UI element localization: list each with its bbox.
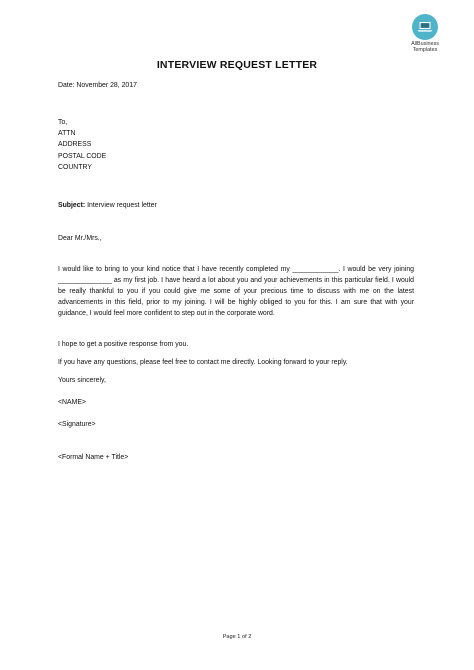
sender-name: <NAME> bbox=[58, 399, 86, 406]
brand-logo bbox=[396, 14, 454, 58]
subject-text: Interview request letter bbox=[85, 202, 157, 209]
body-paragraph-2: I hope to get a positive response from you. bbox=[58, 341, 189, 348]
address-line: COUNTRY bbox=[58, 163, 92, 171]
formal-name-title: <Formal Name + Title> bbox=[58, 454, 129, 461]
brand-name-line1: AllBusiness bbox=[411, 41, 439, 47]
brand-name-line2: Templates bbox=[412, 47, 438, 53]
address-line: ADDRESS bbox=[58, 141, 92, 149]
salutation: Dear Mr./Mrs., bbox=[58, 235, 102, 242]
body-paragraph-1: I would like to bring to your kind notice that I have recently completed my ____________. I would be very joining ______________ as my first job. I have heard a lot about you and your achievements in this particular field. I would be really thankful to you if you could give me some of your precious time to discuss with me on the latest advancements in this field, prior to my joining. I will be highly obliged to you for this. I am sure that with your guidance, I would feel more confident to step out in the corporate word. bbox=[58, 266, 414, 317]
closing: Yours sincerely, bbox=[58, 377, 106, 384]
address-line: To, bbox=[58, 119, 68, 126]
body-paragraph-3: If you have any questions, please feel free to contact me directly. Looking forward to your reply. bbox=[58, 359, 348, 366]
letter-date: Date: November 28, 2017 bbox=[58, 82, 137, 89]
laptop-icon bbox=[412, 14, 438, 40]
page-number: Page 1 of 2 bbox=[222, 634, 252, 640]
address-line: ATTN bbox=[58, 130, 76, 138]
address-line: POSTAL CODE bbox=[58, 152, 107, 160]
recipient-address bbox=[58, 117, 106, 173]
signature: <Signature> bbox=[58, 421, 96, 428]
subject-line bbox=[58, 201, 157, 210]
subject-label: Subject: bbox=[58, 202, 86, 209]
letter-title: INTERVIEW REQUEST LETTER bbox=[156, 59, 318, 71]
